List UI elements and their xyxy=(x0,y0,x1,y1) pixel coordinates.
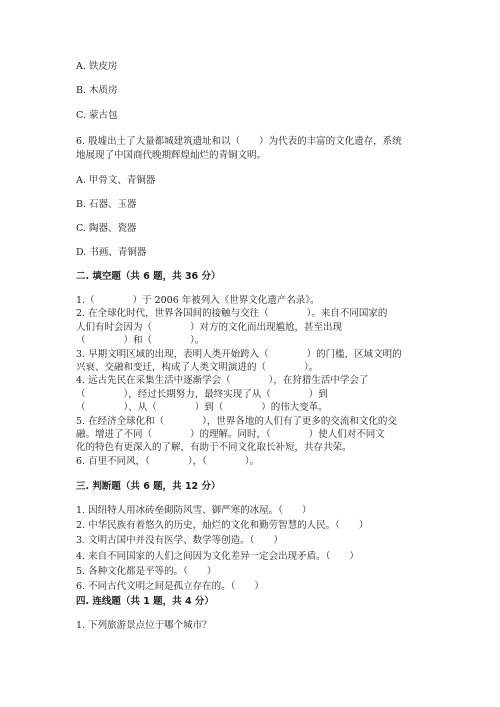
section-3-heading-block xyxy=(76,480,430,494)
fill-line: 6. 百里不同风，（ ），（ ）。 xyxy=(76,455,260,467)
matching-question-1: 1. 下列旅游景点位于哪个城市？ xyxy=(76,620,212,631)
fill-line: 1.（ ）于 2006 年被列入《世界文化遗产名录》。 xyxy=(76,295,320,306)
fill-line: 4. 远古先民在采集生活中逐渐学会（ ），在狩猎生活中学会了 xyxy=(76,375,369,387)
question-6-option-d-block xyxy=(76,246,430,260)
question-5-options-c xyxy=(76,109,430,123)
question-6-line-1: 6. 殷墟出土了大量都城建筑遗址和以（ ）为代表的丰富的文化遗存，系统 xyxy=(76,136,402,147)
judge-line: 4. 来自不同国家的人们之间因为文化差异一定会出现矛盾。（ ） xyxy=(76,550,359,562)
judge-line: 2. 中华民族有着悠久的历史，灿烂的文化和勤劳智慧的人民。（ ） xyxy=(76,520,369,532)
question-6-option-b-block xyxy=(76,198,430,212)
true-false-questions xyxy=(76,503,430,594)
option-c: C. 陶器、瓷器 xyxy=(76,223,137,234)
judge-line: 6. 不同古代文明之间是孤立存在的。（ ） xyxy=(76,581,264,593)
fill-in-questions xyxy=(76,294,430,468)
fill-line: （ ）、从（ ）到（ ）的伟大变革。 xyxy=(76,402,328,414)
judge-line: 5. 各种文化都是平等的。（ ） xyxy=(76,565,217,577)
fill-line: 3. 早期文明区域的出现，表明人类开始跨入（ ）的门槛，区域文明的 xyxy=(76,348,402,360)
option-d: D. 书画、青铜器 xyxy=(76,247,147,258)
fill-line: 5. 在经济全球化和（ ），世界各地的人们有了更多的交流和文化的交 xyxy=(76,415,397,427)
fill-line: （ ）和（ ）。 xyxy=(76,335,205,347)
question-6 xyxy=(76,135,430,163)
matching-question xyxy=(76,619,430,633)
fill-line: 2. 在全球化时代，世界各国间的接触与交往（ ）。来自不同国家的 xyxy=(76,308,388,320)
section-heading: 四. 连线题（共 1 题，共 4 分） xyxy=(76,596,214,607)
option-b: B. 石器、玉器 xyxy=(76,199,137,210)
fill-line: 化的特色有更深入的了解，有助于不同文化取长补短，共存共荣。 xyxy=(76,442,352,454)
question-5-options xyxy=(76,60,430,74)
judge-line: 3. 文明古国中并没有医学、数学等创造。（ ） xyxy=(76,535,283,547)
section-4-heading-block xyxy=(76,595,430,609)
option-a: A. 甲骨文、青铜器 xyxy=(76,175,156,186)
section-heading: 二. 填空题（共 6 题，共 36 分） xyxy=(76,271,221,282)
fill-line: 兴衰、交融和变迁，构成了人类文明演进的（ ）。 xyxy=(76,362,319,374)
question-6-option-a-block xyxy=(76,174,430,188)
fill-line: 人们有时会因为（ ）对方的文化而出现尴尬，甚至出现 xyxy=(76,321,343,333)
fill-line: 融。增进了不同（ ）的理解。同时，（ ）使人们对不同文 xyxy=(76,429,385,441)
option-c: C. 蒙古包 xyxy=(76,110,118,121)
option-a: A. 铁皮房 xyxy=(76,61,118,72)
section-2-heading-block xyxy=(76,270,430,284)
fill-line: （ ），经过长期努力，最终实现了从（ ）到 xyxy=(76,388,328,400)
question-6-option-c-block xyxy=(76,222,430,236)
option-b: B. 木质房 xyxy=(76,85,118,96)
section-heading: 三. 判断题（共 6 题，共 12 分） xyxy=(76,481,221,492)
question-5-options-b xyxy=(76,84,430,98)
judge-line: 1. 因纽特人用冰砖垒砌防风雪、御严寒的冰屋。（ ） xyxy=(76,505,312,516)
question-6-line-2: 地展现了中国商代晚期辉煌灿烂的青铜文明。 xyxy=(76,149,267,161)
